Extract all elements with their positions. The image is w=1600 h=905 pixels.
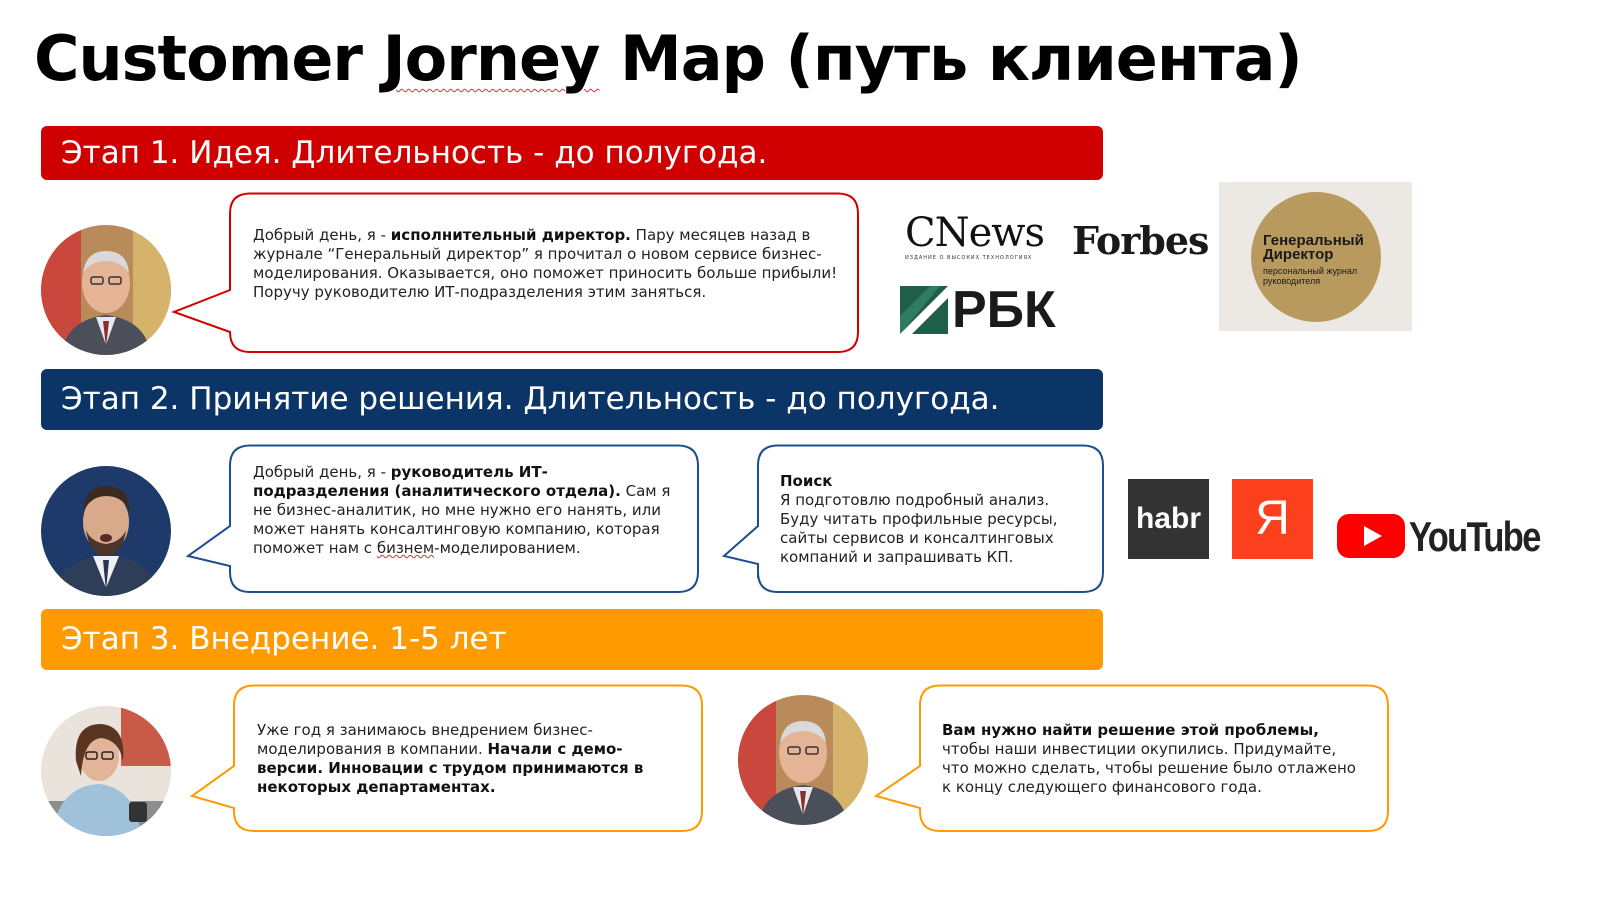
avatar-executive-director bbox=[41, 225, 171, 355]
speech-bubble-it-head bbox=[186, 444, 700, 595]
forbes-logo: Forbes bbox=[1072, 218, 1209, 263]
bubble-text-search: Поиск Я подготовлю подробный анализ. Буду читать профильные ресурсы, сайты сервисов и консалтинговых компаний и запрашивать КП. bbox=[780, 472, 1058, 566]
rbk-logo: РБК bbox=[900, 286, 1072, 334]
cnews-logo: CNews ИЗДАНИЕ О ВЫСОКИХ ТЕХНОЛОГИЯХ bbox=[905, 210, 1045, 261]
stage-1-bar: Этап 1. Идея. Длительность - до полугода. bbox=[41, 126, 1103, 180]
generalnyi-direktor-logo: Генеральный Директор персональный журнал руководителя bbox=[1219, 182, 1412, 331]
youtube-logo: YouTube bbox=[1337, 512, 1547, 562]
bubble-text-it-head: Добрый день, я - руководитель ИТ-подразделения (аналитического отдела). Сам я не бизнес-аналитик, но мне нужно его нанять, или может нанять консалтинговую компанию, которая поможет нам с бизнем-моделированием. bbox=[253, 463, 671, 557]
speech-bubble-search bbox=[722, 444, 1105, 595]
yandex-logo: Я bbox=[1232, 479, 1313, 559]
avatar-executive-director-2 bbox=[738, 695, 868, 825]
bubble-text-implementer: Уже год я занимаюсь внедрением бизнес-моделирования в компании. Начали с демо-версии. Инновации с трудом принимаются в некоторых департаментах. bbox=[257, 721, 644, 796]
stage-2-bar: Этап 2. Принятие решения. Длительность - до полугода. bbox=[41, 369, 1103, 430]
avatar-it-head bbox=[41, 466, 171, 596]
bubble-text-executive: Добрый день, я - исполнительный директор. Пару месяцев назад в журнале “Генеральный директор” я прочитал о новом сервисе бизнес-моделирования. Оказывается, оно поможет приносить больше прибыли! Поручу руководителю ИТ-подразделения этим заняться. bbox=[253, 226, 838, 301]
bubble-text-executive-2: Вам нужно найти решение этой проблемы, чтобы наши инвестиции окупились. Придумайте, что можно сделать, чтобы решение было отлажено к концу следующего финансового года. bbox=[942, 721, 1356, 796]
avatar-implementer bbox=[41, 706, 171, 836]
stage-3-bar: Этап 3. Внедрение. 1-5 лет bbox=[41, 609, 1103, 670]
habr-logo: habr bbox=[1128, 479, 1209, 559]
speech-bubble-executive-2 bbox=[874, 684, 1390, 834]
speech-bubble-implementer bbox=[190, 684, 704, 834]
speech-bubble-executive bbox=[172, 192, 860, 354]
page-title: Customer Jorney Map (путь клиента) bbox=[34, 22, 1302, 95]
